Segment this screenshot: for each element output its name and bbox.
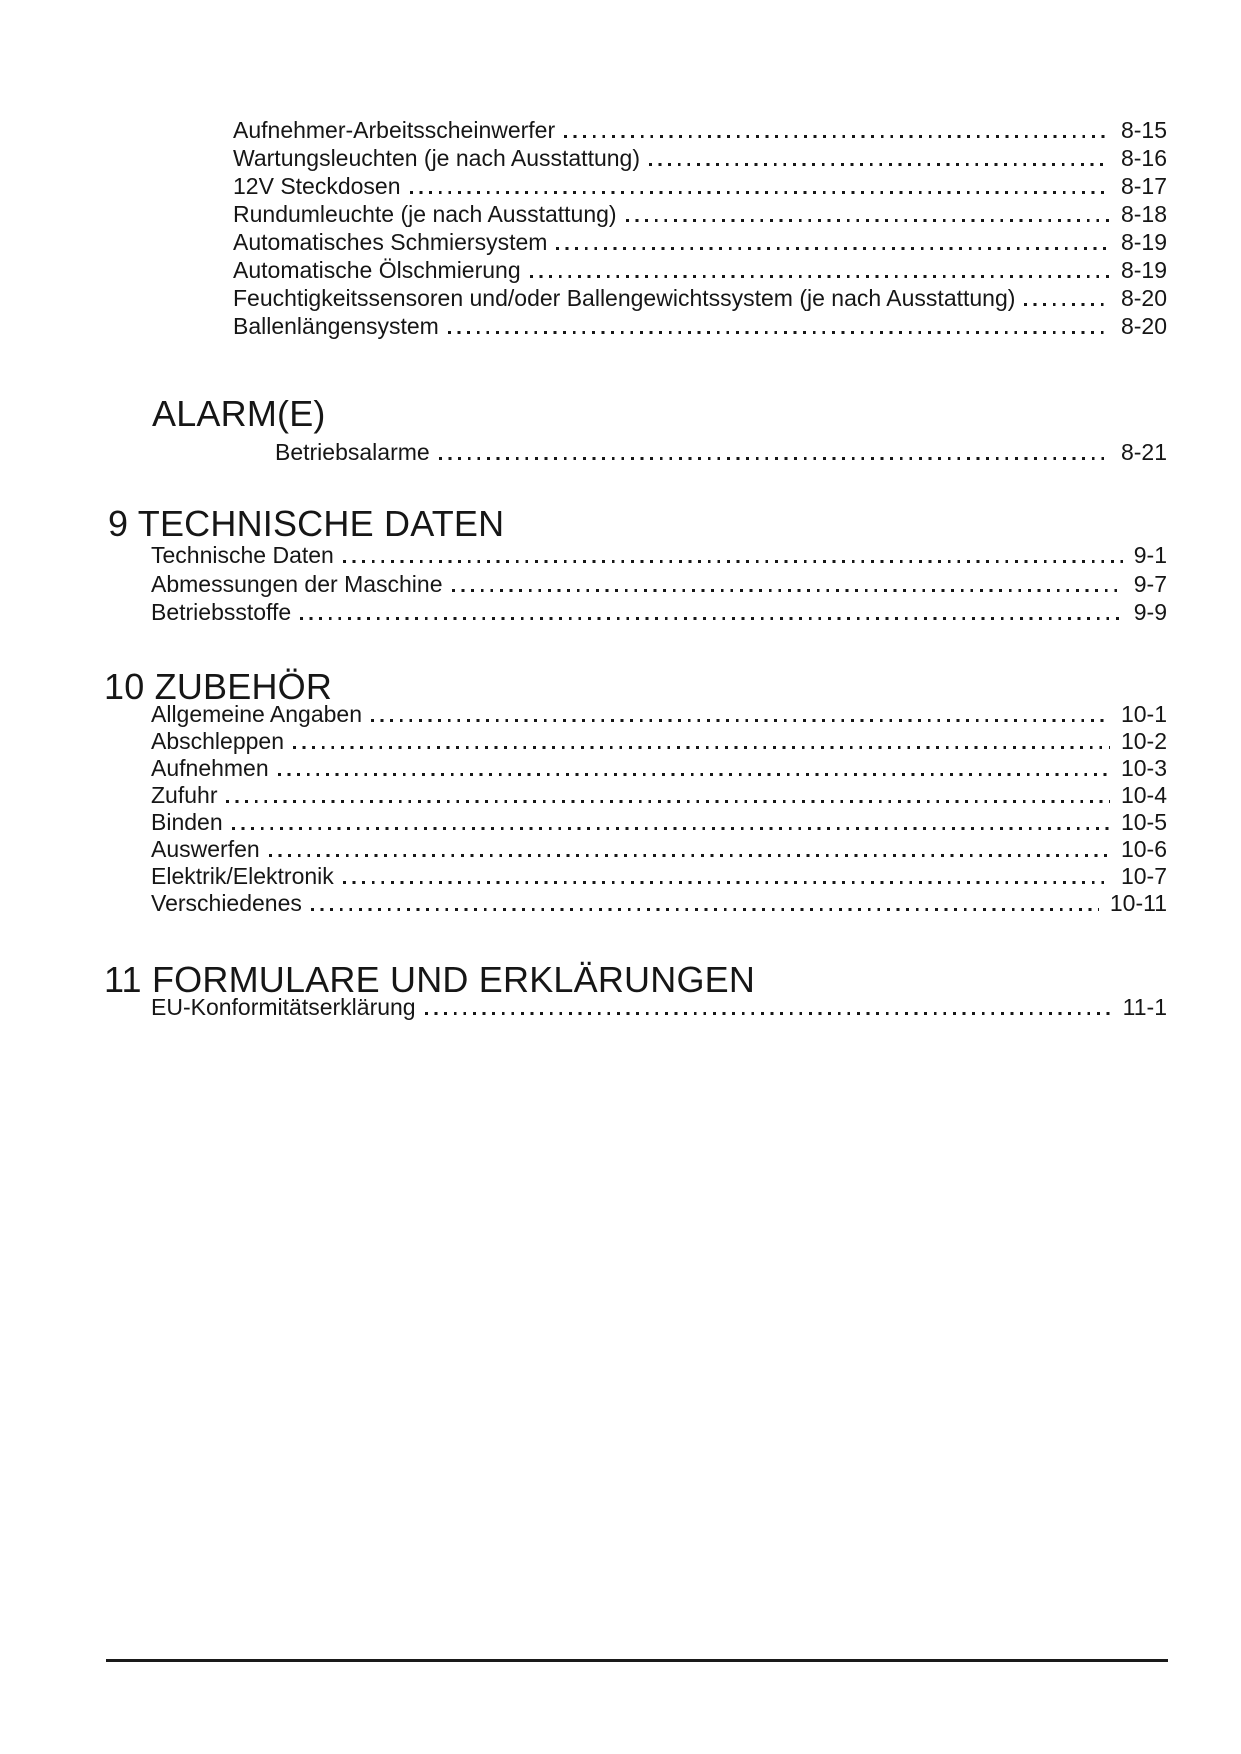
toc-entry-page-number: 10-1 (1120, 701, 1167, 727)
toc-entry (233, 312, 1167, 340)
dot-leader (564, 135, 1110, 138)
toc-entry-label: Betriebsalarme (275, 439, 430, 465)
toc-entry (151, 993, 1167, 1021)
toc-entry (151, 541, 1167, 570)
toc-entry (151, 598, 1167, 627)
section-heading-formulare: 11 FORMULARE UND ERKLÄRUNGEN (104, 959, 756, 1000)
toc-entry-page-number: 8-19 (1120, 257, 1167, 283)
toc-entry-label: Abmessungen der Maschine (151, 570, 443, 597)
toc-entry (233, 172, 1167, 200)
dot-leader (649, 163, 1110, 166)
toc-entry (151, 755, 1167, 782)
toc-entry-label: Verschiedenes (151, 890, 302, 916)
toc-entry (151, 809, 1167, 836)
dot-leader (343, 881, 1110, 884)
toc-entry (233, 144, 1167, 172)
section-heading-zubehoer: 10 ZUBEHÖR (104, 666, 333, 707)
toc-entry-label: Feuchtigkeitssensoren und/oder Ballengewichtssystem (je nach Ausstattung) (233, 285, 1016, 311)
toc-entry (151, 836, 1167, 863)
dot-leader (232, 827, 1110, 830)
chapter11-entries (151, 993, 1167, 1021)
alarme-entries (275, 438, 1167, 466)
toc-entry-page-number: 10-4 (1120, 782, 1167, 808)
toc-entry-page-number: 8-21 (1120, 439, 1167, 465)
dot-leader (410, 191, 1110, 194)
toc-entry-page-number: 8-19 (1120, 229, 1167, 255)
dot-leader (226, 800, 1109, 803)
toc-entry-page-number: 8-16 (1120, 145, 1167, 171)
toc-entry-label: Aufnehmer-Arbeitsscheinwerfer (233, 117, 556, 143)
toc-entry-label: Elektrik/Elektronik (151, 863, 334, 889)
chapter8-entries (233, 116, 1167, 340)
toc-entry-label: Allgemeine Angaben (151, 701, 362, 727)
toc-entry (233, 256, 1167, 284)
toc-entry (233, 228, 1167, 256)
toc-entry (151, 728, 1167, 755)
toc-entry-label: Technische Daten (151, 542, 334, 568)
section-heading-alarme: ALARM(E) (152, 393, 326, 434)
chapter10-entries (151, 701, 1167, 917)
dot-leader (293, 746, 1110, 749)
toc-entry-label: Wartungsleuchten (je nach Ausstattung) (233, 145, 640, 171)
toc-entry (275, 438, 1167, 466)
toc-entry-label: Betriebsstoffe (151, 599, 292, 625)
dot-leader (452, 589, 1123, 592)
toc-entry (151, 701, 1167, 728)
toc-entry-label: Auswerfen (151, 836, 260, 862)
toc-entry-page-number: 9-7 (1133, 570, 1167, 597)
dot-leader (626, 219, 1110, 222)
toc-entry (151, 890, 1167, 917)
toc-entry-label: Ballenlängensystem (233, 313, 439, 339)
toc-entry (151, 863, 1167, 890)
dot-leader (269, 854, 1110, 857)
toc-entry-page-number: 10-2 (1120, 728, 1167, 754)
toc-entry-label: Rundumleuchte (je nach Ausstattung) (233, 201, 617, 227)
toc-entry-page-number: 10-5 (1120, 809, 1167, 835)
footer-divider (106, 1659, 1168, 1662)
dot-leader (311, 908, 1099, 911)
toc-entry-label: Automatische Ölschmierung (233, 257, 521, 283)
dot-leader (300, 617, 1123, 620)
toc-entry-label: Aufnehmen (151, 755, 269, 781)
toc-entry (151, 570, 1167, 599)
toc-entry-page-number: 10-11 (1109, 890, 1167, 916)
toc-entry-page-number: 8-15 (1120, 117, 1167, 143)
toc-entry-page-number: 10-7 (1120, 863, 1167, 889)
toc-entry-page-number: 8-17 (1120, 173, 1167, 199)
dot-leader (530, 275, 1110, 278)
dot-leader (278, 773, 1110, 776)
toc-entry-page-number: 10-3 (1120, 755, 1167, 781)
toc-entry-page-number: 10-6 (1120, 836, 1167, 862)
toc-entry-label: Automatisches Schmiersystem (233, 229, 548, 255)
toc-entry-page-number: 8-20 (1120, 285, 1167, 311)
toc-entry-page-number: 9-9 (1133, 599, 1167, 625)
dot-leader (448, 331, 1110, 334)
toc-entry (233, 116, 1167, 144)
toc-entry-label: Zufuhr (151, 782, 218, 808)
dot-leader (1024, 303, 1110, 306)
dot-leader (439, 457, 1110, 460)
section-heading-technische-daten: 9 TECHNISCHE DATEN (108, 503, 505, 544)
toc-entry-page-number: 9-1 (1133, 542, 1167, 568)
chapter9-entries (151, 541, 1167, 627)
toc-entry (233, 284, 1167, 312)
toc-entry-label: EU-Konformitätserklärung (151, 994, 416, 1020)
dot-leader (343, 560, 1123, 563)
toc-entry-label: Binden (151, 809, 223, 835)
toc-entry-label: Abschleppen (151, 728, 284, 754)
dot-leader (556, 247, 1110, 250)
toc-entry-label: 12V Steckdosen (233, 173, 401, 199)
toc-entry (151, 782, 1167, 809)
toc-entry-page-number: 8-18 (1120, 201, 1167, 227)
toc-entry-page-number: 8-20 (1120, 313, 1167, 339)
toc-entry (233, 200, 1167, 228)
toc-entry-page-number: 11-1 (1122, 994, 1167, 1020)
dot-leader (371, 719, 1110, 722)
dot-leader (425, 1012, 1112, 1015)
